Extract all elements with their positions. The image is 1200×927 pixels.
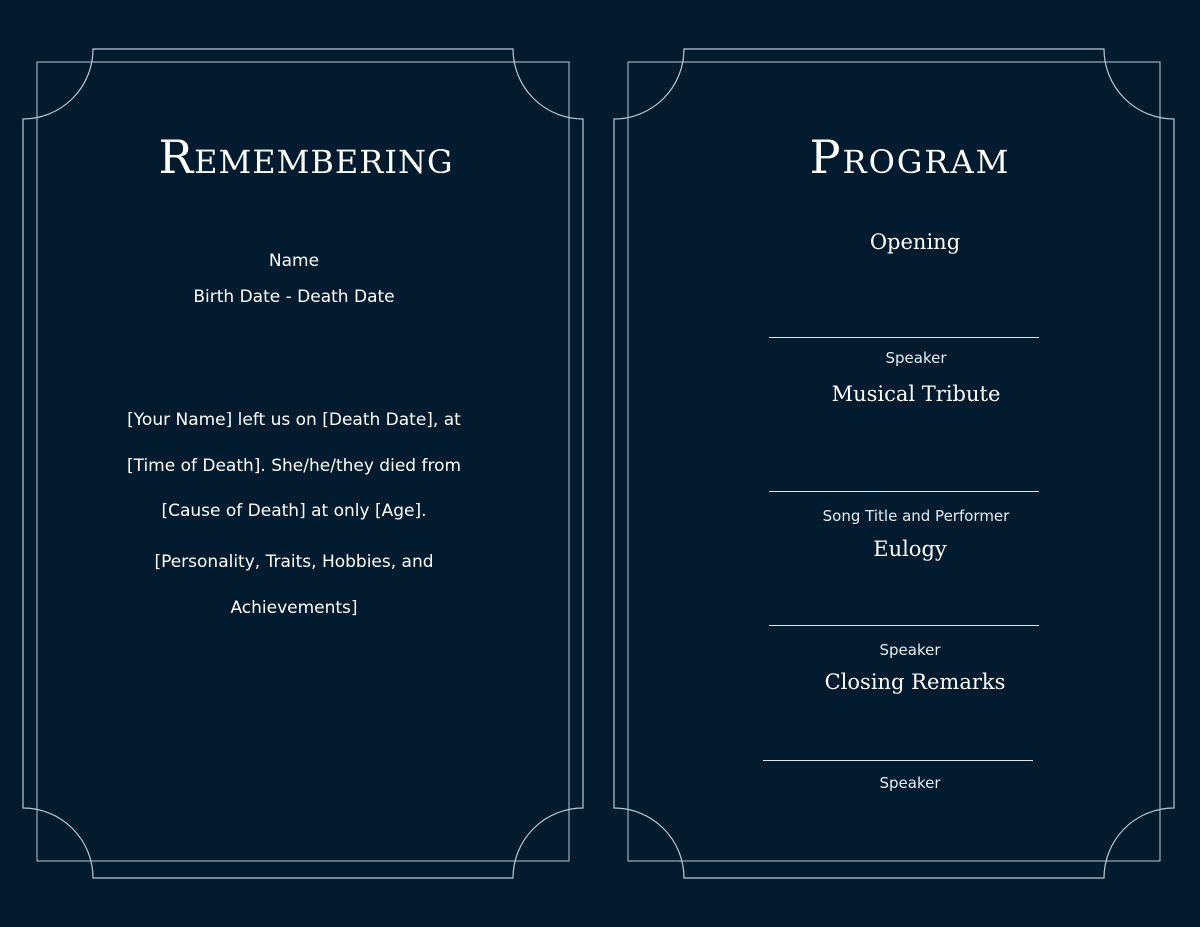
signature-line: [769, 337, 1039, 338]
deceased-name: Name: [268, 251, 320, 271]
personality-paragraph: [0, 540, 594, 631]
personality-line: [Personality, Traits, Hobbies, and: [154, 552, 434, 572]
section-heading-closing-remarks: Closing Remarks: [824, 670, 1006, 694]
program-panel: [591, 0, 1191, 927]
obituary-line: [Time of Death]. She/he/they died from: [126, 455, 462, 476]
signature-line: [769, 625, 1039, 626]
section-heading-musical-tribute: Musical Tribute: [831, 382, 1001, 406]
program-title: Program: [809, 130, 1011, 184]
life-dates: Birth Date - Death Date: [193, 287, 395, 307]
section-caption: Speaker: [879, 641, 941, 659]
signature-line: [769, 491, 1039, 492]
obituary-paragraph: [0, 398, 594, 535]
signature-line: [763, 760, 1033, 761]
obituary-line: [Cause of Death] at only [Age].: [161, 501, 427, 521]
personality-line: Achievements]: [230, 597, 358, 618]
section-caption: Speaker: [885, 349, 947, 367]
section-heading-opening: Opening: [869, 230, 961, 254]
section-caption: Speaker: [879, 774, 941, 792]
section-heading-eulogy: Eulogy: [873, 537, 947, 561]
section-caption: Song Title and Performer: [822, 507, 1010, 525]
page-title: Remembering: [158, 130, 454, 184]
obituary-line: [Your Name] left us on [Death Date], at: [127, 410, 461, 430]
